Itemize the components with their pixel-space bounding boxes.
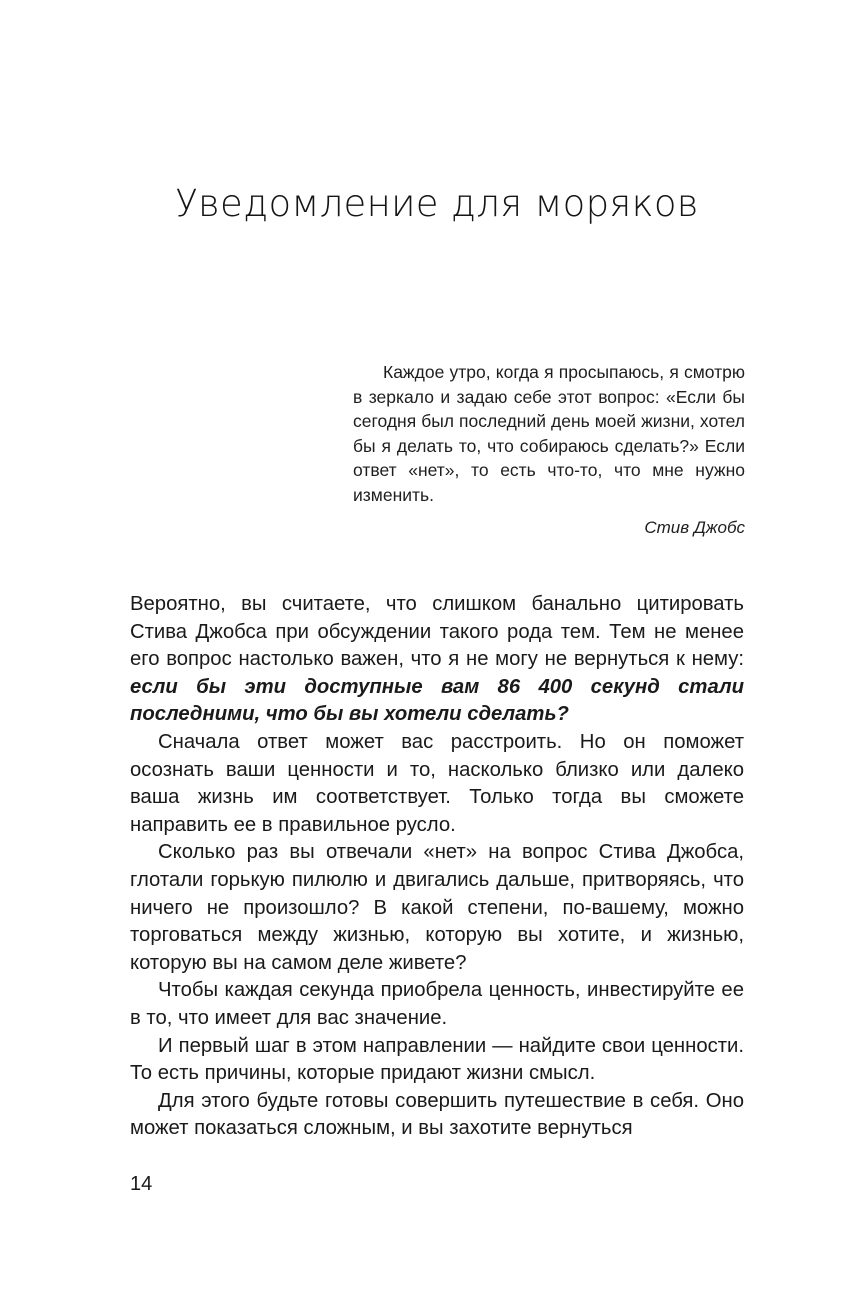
paragraph-2: Сначала ответ может вас расстроить. Но он поможет осознать ваши ценности и то, насколько близко или далеко ваша жизнь им соответствует. Только тогда вы сможете направить ее в правильное русло. xyxy=(130,730,744,836)
paragraph-1-text: Вероятно, вы считаете, что слишком банально цитировать Стива Джобса при обсуждении такого рода тем. Тем не менее его вопрос настолько важен, что я не могу не вернуться к нему: xyxy=(130,593,744,671)
paragraph-1 xyxy=(130,591,744,729)
epigraph-quote: Каждое утро, когда я просыпаюсь, я смотрю в зеркало и задаю себе этот вопрос: «Если бы сегодня был последний день моей жизни, хотел бы я делать то, что собираюсь сделать?» Если ответ «нет», то есть что-то, что мне нужно изменить. xyxy=(353,362,745,505)
paragraph-3: Сколько раз вы отвечали «нет» на вопрос Стива Джобса, глотали горькую пилюлю и двигались дальше, притворяясь, что ничего не произошло? В какой степени, по-вашему, можно торговаться между жизнью, которую вы хотите, и жизнью, которую вы на самом деле живете? xyxy=(130,841,744,974)
paragraph-6: Для этого будьте готовы совершить путешествие в себя. Оно может показаться сложным, и вы захотите вернуться xyxy=(130,1089,744,1140)
paragraph-5: И первый шаг в этом направлении — найдите свои ценности. То есть причины, которые придают жизни смысл. xyxy=(130,1034,744,1085)
main-text xyxy=(130,591,744,1143)
page-number: 14 xyxy=(130,1173,153,1195)
paragraph-4: Чтобы каждая секунда приобрела ценность, инвестируйте ее в то, что имеет для вас значение. xyxy=(130,979,744,1029)
chapter-title: Уведомление для моряков xyxy=(175,182,699,225)
epigraph-author: Стив Джобс xyxy=(644,518,745,537)
epigraph xyxy=(353,360,745,541)
paragraph-1-emphasis: если бы эти доступные вам 86 400 секунд стали последними, что бы вы хотели сделать? xyxy=(130,675,744,726)
